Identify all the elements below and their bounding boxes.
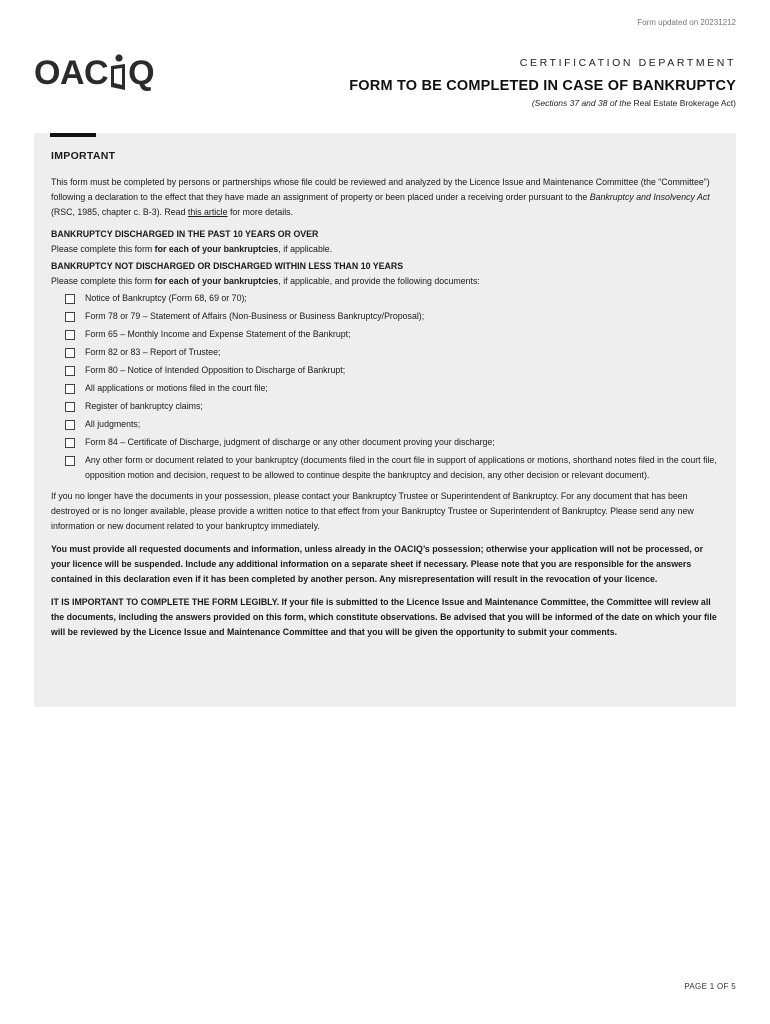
sect2-note-pre: Please complete this form	[51, 276, 155, 286]
this-article-link[interactable]: this article	[187, 207, 228, 217]
intro-act-name: Bankruptcy and Insolvency Act	[589, 192, 710, 202]
intro-text-1: This form must be completed by persons or partnerships whose file could be reviewed and analyzed by the Licence Issue and Maintenance Committee (the “Committee”) following a declaration to the effect that they have made an assignment of property or been placed under a receiving order pursuant to the	[51, 177, 710, 202]
logo-i-mark-icon	[109, 54, 127, 92]
intro-text-3: for more details.	[227, 207, 294, 217]
document-checkbox[interactable]	[65, 312, 75, 322]
form-title: FORM TO BE COMPLETED IN CASE OF BANKRUPTCY	[349, 78, 736, 94]
form-subtitle	[532, 98, 736, 108]
document-label: Form 78 or 79 – Statement of Affairs (Non-Business or Business Bankruptcy/Proposal);	[85, 311, 425, 321]
important-heading: IMPORTANT	[51, 150, 116, 162]
sect2-note-post: , if applicable, and provide the following documents:	[278, 276, 480, 286]
document-label: Form 80 – Notice of Intended Opposition to Discharge of Bankrupt;	[85, 365, 346, 375]
intro-text-2: (RSC, 1985, chapter c. B-3). Read	[51, 207, 188, 217]
document-label: All applications or motions filed in the court file;	[85, 383, 268, 393]
complete-legibly-paragraph: IT IS IMPORTANT TO COMPLETE THE FORM LEGIBLY. If your file is submitted to the Licence Issue and Maintenance Committee, the Committee will review all the documents, including the answers provided on this form, which constitute observations. Be advised that you will be informed of the date on which your file will be reviewed by the Licence Issue and Maintenance Committee and that you will be given the opportunity to submit your comments.	[51, 597, 717, 637]
document-checkbox[interactable]	[65, 366, 75, 376]
list-item	[65, 435, 717, 450]
sect1-note-post: , if applicable.	[278, 244, 333, 254]
document-label: Form 84 – Certificate of Discharge, judgment of discharge or any other document proving your discharge;	[85, 437, 495, 447]
section-discharged-note	[51, 242, 717, 257]
list-item	[65, 327, 717, 342]
document-checkbox[interactable]	[65, 420, 75, 430]
document-checkbox[interactable]	[65, 348, 75, 358]
list-item	[65, 291, 717, 306]
section-not-discharged-heading: BANKRUPTCY NOT DISCHARGED OR DISCHARGED WITHIN LESS THAN 10 YEARS	[51, 261, 404, 271]
list-item	[65, 417, 717, 432]
document-checkbox[interactable]	[65, 438, 75, 448]
list-item	[65, 453, 717, 483]
list-item	[65, 399, 717, 414]
document-label: Form 65 – Monthly Income and Expense Statement of the Bankrupt;	[85, 329, 351, 339]
no-longer-have-paragraph: If you no longer have the documents in your possession, please contact your Bankruptcy Trustee or Superintendent of Bankruptcy. For any document that has been destroyed or is no longer available, please provide a written notice to that effect from your Bankruptcy Trustee or Superintendent of Bankruptcy. Please send any new information or new document related to your bankruptcy immediately.	[51, 491, 694, 531]
logo-text-right: Q	[128, 53, 155, 92]
document-checkbox[interactable]	[65, 402, 75, 412]
sect1-note-bold: for each of your bankruptcies	[154, 244, 279, 254]
oaciq-logo	[34, 50, 154, 96]
department-label: CERTIFICATION DEPARTMENT	[519, 57, 736, 69]
document-label: All judgments;	[85, 419, 141, 429]
sect1-note-pre: Please complete this form	[51, 244, 155, 254]
section-not-discharged-note	[51, 274, 717, 289]
document-label: Notice of Bankruptcy (Form 68, 69 or 70);	[85, 293, 247, 303]
document-checkbox[interactable]	[65, 384, 75, 394]
sect2-note-bold: for each of your bankruptcies	[154, 276, 279, 286]
subtitle-italic: (Sections 37 and 38 of the	[531, 98, 632, 108]
document-label: Any other form or document related to your bankruptcy (documents filed in the court file in support of applications or motions, shorthand notes filed in the court file, opposition motion and decision, request to be allowed to continue despite the bankruptcy and decision, any other decision or relevant document).	[85, 455, 717, 480]
logo-text-left: OAC	[34, 53, 109, 92]
document-label: Register of bankruptcy claims;	[85, 401, 203, 411]
important-panel	[34, 133, 736, 707]
document-checkbox[interactable]	[65, 456, 75, 466]
list-item	[65, 381, 717, 396]
page-number: PAGE 1 OF 5	[684, 982, 736, 991]
document-label: Form 82 or 83 – Report of Trustee;	[85, 347, 221, 357]
list-item	[65, 363, 717, 378]
intro-paragraph	[51, 175, 717, 220]
form-updated-date: Form updated on 20231212	[637, 18, 736, 27]
section-discharged-heading: BANKRUPTCY DISCHARGED IN THE PAST 10 YEARS OR OVER	[51, 229, 319, 239]
subtitle-act: Real Estate Brokerage Act)	[633, 98, 736, 108]
document-checkbox[interactable]	[65, 294, 75, 304]
list-item	[65, 309, 717, 324]
document-checklist	[51, 291, 717, 483]
accent-bar	[50, 133, 96, 137]
list-item	[65, 345, 717, 360]
document-checkbox[interactable]	[65, 330, 75, 340]
must-provide-paragraph: You must provide all requested documents and information, unless already in the OACIQ’s possession; otherwise your application will not be processed, or your licence will be suspended. Include any additional information on a separate sheet if necessary. Please note that you are responsible for the answers contained in this declaration even if it has been completed by another person. Any misrepresentation will result in the revocation of your licence.	[51, 544, 704, 584]
